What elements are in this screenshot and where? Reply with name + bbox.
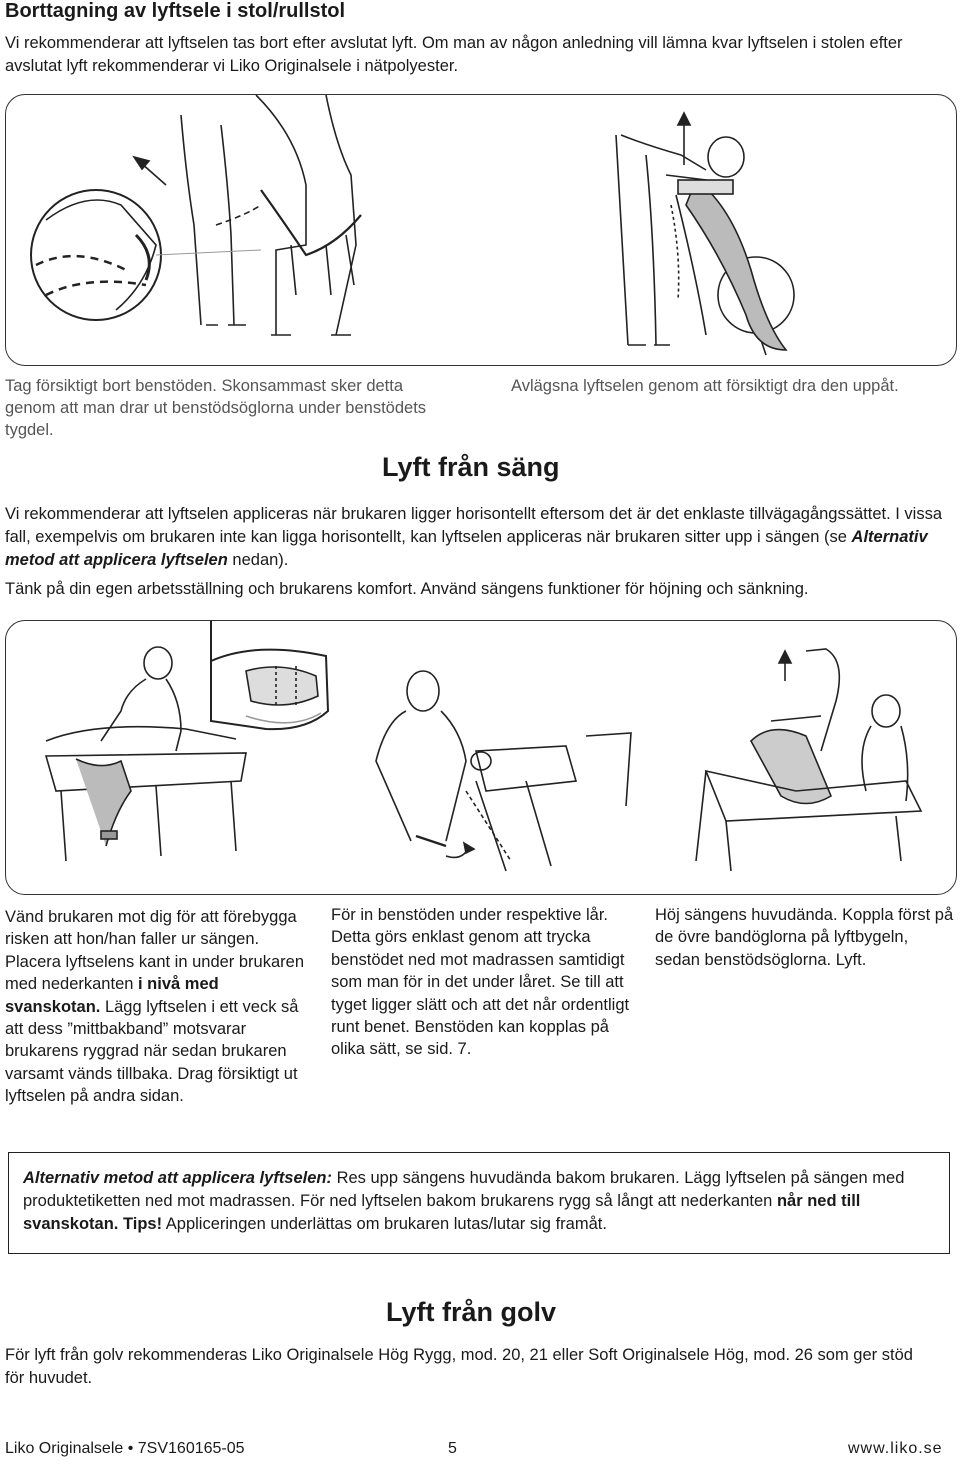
bed-application-illustration [6,621,956,894]
footer-page-number: 5 [448,1440,457,1457]
alt-text-b: Appliceringen underlättas om brukaren lutas/lutar sig framåt. [162,1215,607,1233]
footer-product-code: Liko Originalsele • 7SV160165-05 [5,1440,245,1457]
heading-lyft-fran-sang: Lyft från säng [382,452,560,482]
bed-lift-text-a: Vi rekommenderar att lyftselen appliceras när brukaren ligger horisontellt eftersom det är det enklaste tillvägagångssättet. I vissa fall, exempelvis om brukaren inte kan ligga horisontellt, kan lyftselen appliceras när brukaren sitter upp i sängen (se [5,505,943,546]
alt-tailbone-bold: når ned till svanskotan. [23,1192,861,1233]
illustration-panel-chair [5,94,957,366]
alt-text-a: Res upp sängens huvudända bakom brukaren. Lägg lyftselen på sängen med produktetiketten ned mot madrassen. För ned lyftselen bakom brukarens rygg så långt att nederkanten [23,1169,905,1210]
comfort-paragraph: Tänk på din egen arbetsställning och brukarens komfort. Använd sängens funktioner för höjning och sänkning. [5,580,809,598]
alternative-method-box [8,1152,950,1254]
instruction-turn-patient [5,906,310,1108]
instruction-leg-supports: För in benstöden under respektive lår. Detta görs enklast genom att trycka benstödet ned mot madrassen samtidigt som man för in det under låret. Se till att tyget ligger slätt och att det når ordentligt runt benet. Benstöden kan kopplas på olika sätt, se sid. 7. [331,906,630,1059]
footer-url: www.liko.se [848,1440,943,1457]
intro-paragraph: Vi rekommenderar att lyftselen tas bort efter avslutat lyft. Om man av någon anledning vill lämna kvar lyftselen i stolen efter avslutat lyft rekommenderar vi Liko Originalsele i nätpolyester. [5,34,903,75]
instruction-raise-head: Höj sängens huvudända. Koppla först på de övre bandöglorna på lyftbygeln, sedan benstödsöglorna. Lyft. [655,906,954,969]
chair-removal-illustration [6,95,956,365]
turn-text-b: Lägg lyftselen i ett veck så att dess ”mittbakband” motsvarar brukarens ryggrad när sedan brukaren varsamt vänds tillbaka. Drag försiktigt ut lyftselen på andra sidan. [5,997,299,1106]
heading-lyft-fran-golv: Lyft från golv [386,1297,557,1327]
tailbone-level-bold: i nivå med svanskotan. [5,975,219,1016]
illustration-panel-bed [5,620,957,895]
bed-lift-text-b: nedan). [227,551,289,569]
section-title: Borttagning av lyftsele i stol/rullstol [5,0,346,22]
tips-label: Tips! [122,1215,163,1233]
floor-lift-paragraph: För lyft från golv rekommenderas Liko Originalsele Hög Rygg, mod. 20, 21 eller Soft Originalsele Hög, mod. 26 som ger stöd för huvudet. [5,1346,913,1387]
alt-method-reference: Alternativ metod att applicera lyftselen [5,528,928,569]
turn-text-a: Vänd brukaren mot dig för att förebygga risken att hon/han faller ur sängen. Placera lyftselens kant in under brukaren med nederkanten [5,908,304,994]
alternative-method-label: Alternativ metod att applicera lyftselen: [23,1169,332,1187]
caption-remove-sling: Avlägsna lyftselen genom att försiktigt dra den uppåt. [511,377,899,395]
caption-remove-leg-supports: Tag försiktigt bort benstöden. Skonsammast sker detta genom att man drar ut benstödsöglorna under benstödets tygdel. [5,377,427,439]
bed-lift-paragraph [5,503,950,572]
